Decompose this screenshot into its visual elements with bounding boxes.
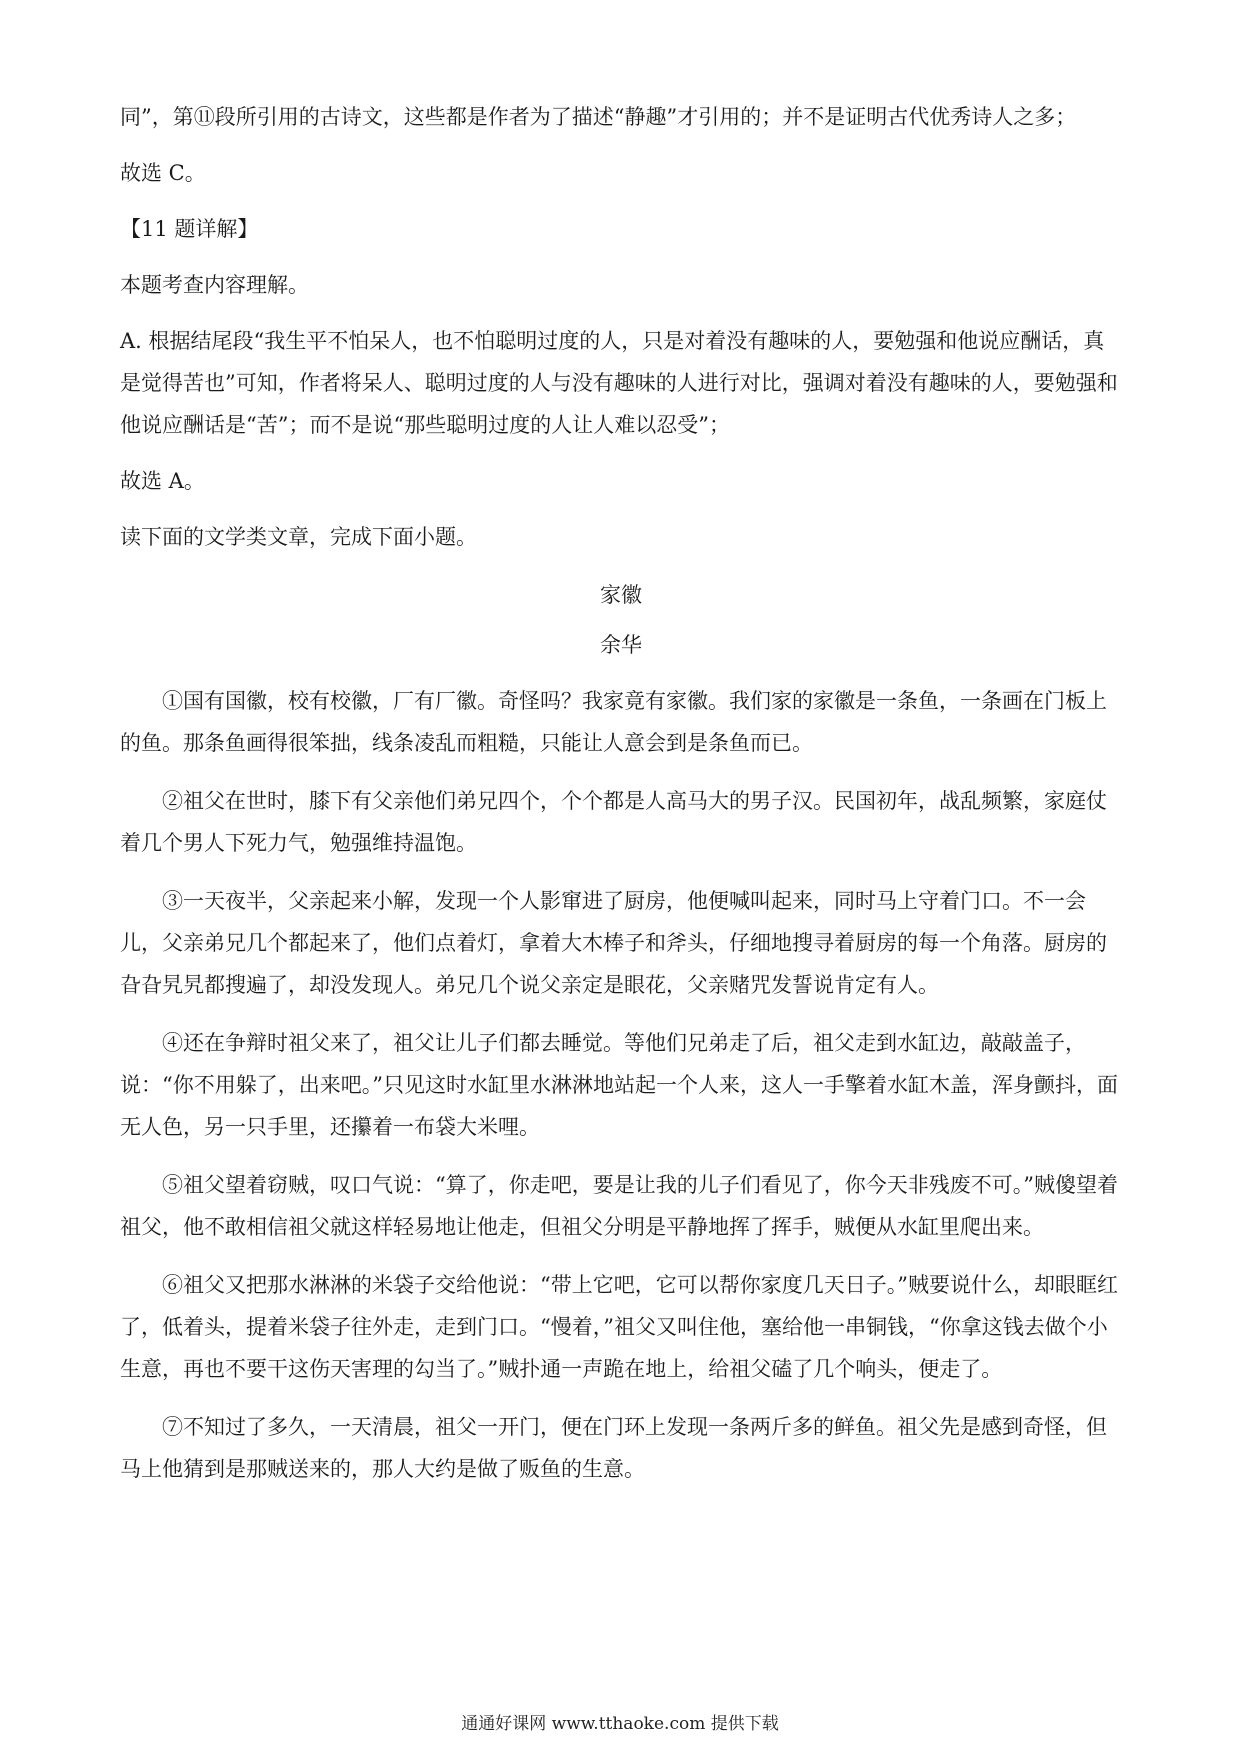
article-author: 余华: [600, 633, 642, 657]
question-11-heading: 【11 题详解】: [120, 217, 259, 241]
article-paragraph: ①国有国徽，校有校徽，厂有厂徽。奇怪吗？我家竟有家徽。我们家的家徽是一条鱼，一条画在门板上的鱼。那条鱼画得很笨拙，线条凌乱而粗糙，只能让人意会到是条鱼而已。: [120, 689, 1107, 755]
article-body: [120, 680, 1122, 1490]
article-paragraph: ④还在争辩时祖父来了，祖父让儿子们都去睡觉。等他们兄弟走了后，祖父走到水缸边，敲敲盖子，说：“你不用躲了，出来吧。”只见这时水缸里水淋淋地站起一个人来，这人一手擎着水缸木盖，浑身颤抖，面无人色，另一只手里，还攥着一布袋大米哩。: [120, 1031, 1118, 1139]
article-paragraph: ⑥祖父又把那水淋淋的米袋子交给他说：“带上它吧，它可以帮你家度几天日子。”贼要说什么，却眼眶红了，低着头，提着米袋子往外走，走到门口。“慢着，”祖父又叫住他，塞给他一串铜钱，“你拿这钱去做个小生意，再也不要干这伤天害理的勾当了。”贼扑通一声跪在地上，给祖父磕了几个响头，便走了。: [120, 1273, 1118, 1381]
page-footer: 通通好课网 www.tthaoke.com 提供下载: [461, 1714, 779, 1734]
article-paragraph: ⑤祖父望着窃贼，叹口气说：“算了，你走吧，要是让我的儿子们看见了，你今天非残废不可。”贼傻望着祖父，他不敢相信祖父就这样轻易地让他走，但祖父分明是平静地挥了挥手，贼便从水缸里爬出来。: [120, 1173, 1118, 1239]
option-a-analysis: A. 根据结尾段“我生平不怕呆人，也不怕聪明过度的人，只是对着没有趣味的人，要勉强和他说应酬话，真是觉得苦也”可知，作者将呆人、聪明过度的人与没有趣味的人进行对比，强调对着没有趣味的人，要勉强和他说应酬话是“苦”；而不是说“那些聪明过度的人让人难以忍受”；: [120, 329, 1118, 437]
reading-instruction: 读下面的文学类文章，完成下面小题。: [120, 525, 477, 549]
article-paragraph: ③一天夜半，父亲起来小解，发现一个人影窜进了厨房，他便喊叫起来，同时马上守着门口。不一会儿，父亲弟兄几个都起来了，他们点着灯，拿着大木棒子和斧头，仔细地搜寻着厨房的每一个角落。厨房的旮旮旯旯都搜遍了，却没发现人。弟兄几个说父亲定是眼花，父亲赌咒发誓说肯定有人。: [120, 889, 1107, 997]
analysis-continuation: 同”，第⑪段所引用的古诗文，这些都是作者为了描述“静趣”才引用的；并不是证明古代优秀诗人之多；: [120, 105, 1077, 129]
article-paragraph: ②祖父在世时，膝下有父亲他们弟兄四个，个个都是人高马大的男子汉。民国初年，战乱频繁，家庭仗着几个男人下死力气，勉强维持温饱。: [120, 789, 1107, 855]
article-header: [120, 574, 1122, 666]
answer-c: 故选 C。: [120, 161, 206, 185]
question-11-intro: 本题考查内容理解。: [120, 273, 309, 297]
article-title: 家徽: [600, 583, 642, 607]
answer-a: 故选 A。: [120, 469, 205, 493]
article-paragraph: ⑦不知过了多久，一天清晨，祖父一开门，便在门环上发现一条两斤多的鲜鱼。祖父先是感到奇怪，但马上他猜到是那贼送来的，那人大约是做了贩鱼的生意。: [120, 1415, 1107, 1481]
